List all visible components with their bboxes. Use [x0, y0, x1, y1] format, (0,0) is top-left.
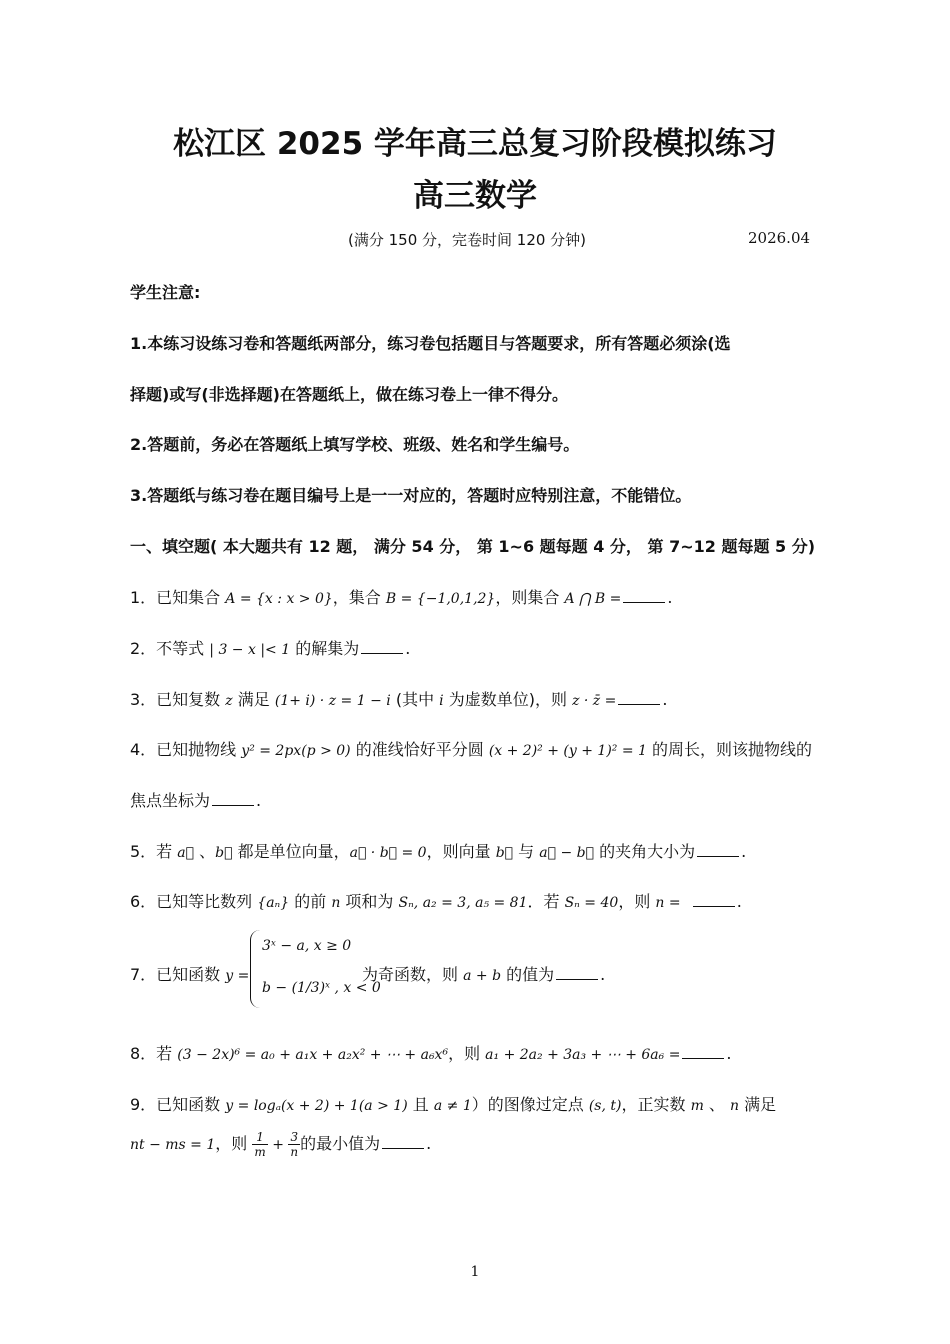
fraction-3-over-n: $\frac{3}{n}$ — [290, 1130, 299, 1159]
notice-item-3: 3.答题纸与练习卷在题目编号上是一一对应的，答题时应特别注意，不能错位。 — [130, 486, 692, 505]
notice-heading: 学生注意: — [130, 283, 201, 302]
answer-blank — [212, 791, 254, 806]
question-3: 3．已知复数 z 满足 (1+ i) · z = 1 − i (其中 i 为虚数单位)，则 z · z̄ = . — [130, 690, 668, 709]
notice-item-2: 2.答题前，务必在答题纸上填写学校、班级、姓名和学生编号。 — [130, 435, 580, 454]
answer-blank — [693, 892, 735, 907]
notice-item-1b: 择题)或写(非选择题)在答题纸上，做在练习卷上一律不得分。 — [130, 385, 568, 404]
fraction-1-over-m: $\frac{1}{m}$ — [254, 1130, 266, 1159]
answer-blank — [618, 690, 660, 705]
question-7-tail: 为奇函数，则 a + b 的值为 . — [362, 965, 606, 984]
question-8: 8．若 (3 − 2x)⁶ = a₀ + a₁x + a₂x² + ⋯ + a₆x⁶，则 a₁ + 2a₂ + 3a₃ + ⋯ + 6a₆ = . — [130, 1044, 732, 1063]
piecewise-case-1: 3ˣ − a, x ≥ 0 — [262, 938, 352, 954]
page-number: 1 — [470, 1264, 480, 1280]
question-5: 5．若 a⃗ 、b⃗ 都是单位向量，a⃗ · b⃗ = 0，则向量 b⃗ 与 a⃗ − b⃗ 的夹角大小为 . — [130, 842, 747, 861]
question-4: 4．已知抛物线 y² = 2px(p > 0) 的准线恰好平分圆 (x + 2)² + (y + 1)² = 1 的周长，则该抛物线的 — [130, 740, 813, 759]
answer-blank — [697, 842, 739, 857]
question-6: 6．已知等比数列 {aₙ} 的前 n 项和为 Sₙ, a₂ = 3, a₅ = 81．若 Sₙ = 40，则 n = . — [130, 892, 742, 911]
page-title: 松江区 2025 学年高三总复习阶段模拟练习 — [173, 126, 777, 162]
subject-title: 高三数学 — [413, 178, 537, 214]
section-heading: 一、填空题( 本大题共有 12 题， 满分 54 分， 第 1~6 题每题 4 分， 第 7~12 题每题 5 分) — [130, 537, 816, 556]
exam-info: (满分 150 分，完卷时间 120 分钟) — [348, 231, 587, 249]
question-1: 1．已知集合 A = {x : x > 0}，集合 B = {−1,0,1,2}，则集合 A ⋂ B = . — [130, 588, 673, 607]
piecewise-case-2: b − (1/3)ˣ , x < 0 — [262, 980, 381, 996]
answer-blank — [382, 1134, 424, 1149]
answer-blank — [623, 588, 665, 603]
answer-blank — [682, 1044, 724, 1059]
question-4-cont: 焦点坐标为 . — [130, 791, 262, 810]
question-7: 7．已知函数 y = — [130, 965, 250, 984]
question-9-cont: nt − ms = 1，则 $\frac{1}{m}$ + $\frac{3}{n}$ 的最小值为 . — [130, 1130, 432, 1159]
notice-item-1a: 1.本练习设练习卷和答题纸两部分，练习卷包括题目与答题要求，所有答题必须涂(选 — [130, 334, 731, 353]
exam-date: 2026.04 — [748, 229, 811, 247]
question-2: 2．不等式 | 3 − x |< 1 的解集为 . — [130, 639, 411, 658]
answer-blank — [361, 639, 403, 654]
answer-blank — [556, 965, 598, 980]
question-9: 9．已知函数 y = logₐ(x + 2) + 1(a > 1) 且 a ≠ 1）的图像过定点 (s, t)，正实数 m 、 n 满足 — [130, 1095, 777, 1114]
